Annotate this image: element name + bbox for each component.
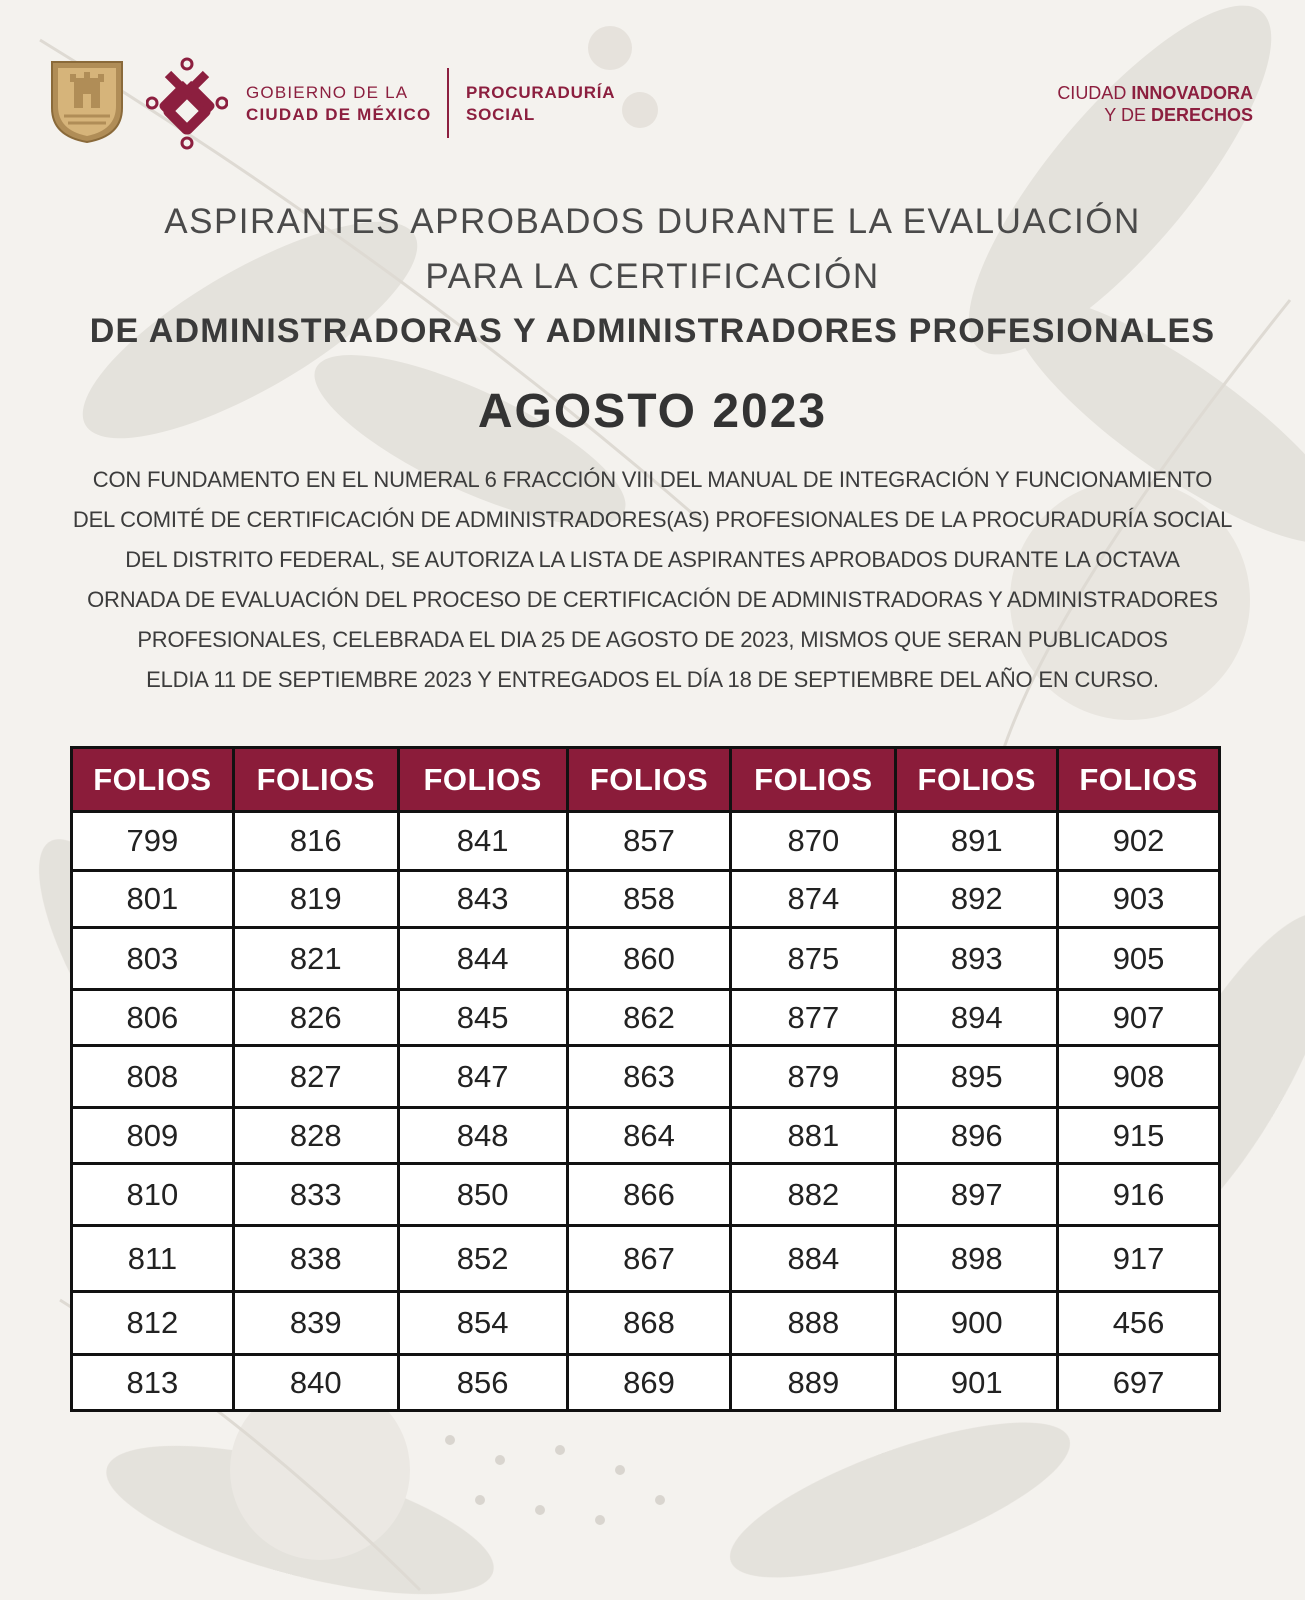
folios-table (70, 746, 1221, 1412)
folio-cell: 812 (72, 1292, 234, 1355)
coat-of-arms-icon (50, 60, 124, 144)
folio-cell: 697 (1058, 1355, 1220, 1411)
procu-line-2: SOCIAL (466, 105, 536, 124)
table-body (72, 812, 1220, 1411)
folio-cell: 898 (896, 1226, 1058, 1292)
folio-cell: 917 (1058, 1226, 1220, 1292)
folio-cell: 833 (233, 1164, 398, 1226)
table-row (72, 1046, 1220, 1108)
folio-cell: 848 (398, 1108, 567, 1164)
folio-cell: 868 (567, 1292, 731, 1355)
folio-cell: 838 (233, 1226, 398, 1292)
slogan-part-1a: CIUDAD (1057, 83, 1132, 103)
slogan-part-1b: INNOVADORA (1131, 83, 1253, 103)
folio-cell: 850 (398, 1164, 567, 1226)
folio-cell: 895 (896, 1046, 1058, 1108)
folio-cell: 897 (896, 1164, 1058, 1226)
notice-line: CON FUNDAMENTO EN EL NUMERAL 6 FRACCIÓN VIII DEL MANUAL DE INTEGRACIÓN Y FUNCIONAMIENTO (92, 467, 1213, 492)
column-header: FOLIOS (398, 748, 567, 812)
column-header: FOLIOS (72, 748, 234, 812)
folio-cell: 892 (896, 871, 1058, 928)
cdmx-logo-icon (146, 56, 228, 150)
folio-cell: 856 (398, 1355, 567, 1411)
gov-line-1: GOBIERNO DE LA (246, 83, 409, 102)
folio-cell: 810 (72, 1164, 234, 1226)
table-row (72, 990, 1220, 1046)
folio-cell: 896 (896, 1108, 1058, 1164)
folio-cell: 828 (233, 1108, 398, 1164)
folio-cell: 907 (1058, 990, 1220, 1046)
title-line-2: PARA LA CERTIFICACIÓN (425, 257, 880, 296)
slogan-part-2a: Y DE (1104, 105, 1151, 125)
slogan (1057, 82, 1253, 126)
folio-cell: 801 (72, 871, 234, 928)
government-name (246, 82, 431, 126)
folio-cell: 894 (896, 990, 1058, 1046)
column-header: FOLIOS (1058, 748, 1220, 812)
folio-cell: 884 (731, 1226, 896, 1292)
column-header: FOLIOS (731, 748, 896, 812)
folio-cell: 852 (398, 1226, 567, 1292)
column-header: FOLIOS (896, 748, 1058, 812)
gov-line-2: CIUDAD DE MÉXICO (246, 105, 432, 124)
folio-cell: 858 (567, 871, 731, 928)
table-header-row (72, 748, 1220, 812)
table-row (72, 1164, 1220, 1226)
title-line-1: ASPIRANTES APROBADOS DURANTE LA EVALUACIÓN (164, 202, 1141, 241)
date-title: AGOSTO 2023 (477, 385, 828, 438)
folio-cell: 806 (72, 990, 234, 1046)
folio-cell: 854 (398, 1292, 567, 1355)
folio-cell: 905 (1058, 928, 1220, 990)
header-divider (447, 68, 449, 138)
column-header: FOLIOS (567, 748, 731, 812)
folio-cell: 874 (731, 871, 896, 928)
slogan-part-2b: DERECHOS (1150, 105, 1253, 125)
folio-cell: 845 (398, 990, 567, 1046)
folio-cell: 864 (567, 1108, 731, 1164)
folio-cell: 915 (1058, 1108, 1220, 1164)
folio-cell: 875 (731, 928, 896, 990)
folio-cell: 877 (731, 990, 896, 1046)
column-header: FOLIOS (233, 748, 398, 812)
folio-cell: 811 (72, 1226, 234, 1292)
table-row (72, 1108, 1220, 1164)
title-line-3: DE ADMINISTRADORAS Y ADMINISTRADORES PROFESIONALES (89, 312, 1216, 350)
folio-cell: 813 (72, 1355, 234, 1411)
folio-cell: 900 (896, 1292, 1058, 1355)
folio-cell: 826 (233, 990, 398, 1046)
folio-cell: 866 (567, 1164, 731, 1226)
table-row (72, 1226, 1220, 1292)
folio-cell: 901 (896, 1355, 1058, 1411)
notice-line: DEL COMITÉ DE CERTIFICACIÓN DE ADMINISTRADORES(AS) PROFESIONALES DE LA PROCURADURÍA SOCIAL (72, 507, 1233, 532)
folio-cell: 881 (731, 1108, 896, 1164)
notice-line: ORNADA DE EVALUACIÓN DEL PROCESO DE CERTIFICACIÓN DE ADMINISTRADORAS Y ADMINISTRADORES (87, 587, 1218, 612)
folio-cell: 882 (731, 1164, 896, 1226)
table-row (72, 928, 1220, 990)
folio-cell: 803 (72, 928, 234, 990)
folio-cell: 888 (731, 1292, 896, 1355)
folio-cell: 840 (233, 1355, 398, 1411)
folio-cell: 870 (731, 812, 896, 871)
folio-cell: 891 (896, 812, 1058, 871)
folio-cell: 908 (1058, 1046, 1220, 1108)
folio-cell: 821 (233, 928, 398, 990)
folio-cell: 827 (233, 1046, 398, 1108)
folio-cell: 860 (567, 928, 731, 990)
folio-cell: 867 (567, 1226, 731, 1292)
folio-cell: 862 (567, 990, 731, 1046)
notice-line: ELDIA 11 DE SEPTIEMBRE 2023 Y ENTREGADOS EL DÍA 18 DE SEPTIEMBRE DEL AÑO EN CURSO. (146, 667, 1159, 692)
folio-cell: 847 (398, 1046, 567, 1108)
folio-cell: 903 (1058, 871, 1220, 928)
folio-cell: 889 (731, 1355, 896, 1411)
folio-cell: 841 (398, 812, 567, 871)
folio-cell: 863 (567, 1046, 731, 1108)
folio-cell: 843 (398, 871, 567, 928)
folio-cell: 839 (233, 1292, 398, 1355)
folio-cell: 869 (567, 1355, 731, 1411)
procuraduria-name (466, 82, 615, 126)
notice-line: DEL DISTRITO FEDERAL, SE AUTORIZA LA LISTA DE ASPIRANTES APROBADOS DURANTE LA OCTAVA (125, 547, 1180, 572)
folio-cell: 844 (398, 928, 567, 990)
folio-cell: 799 (72, 812, 234, 871)
folios-table-wrapper (70, 746, 1221, 1412)
notice-line: PROFESIONALES, CELEBRADA EL DIA 25 DE AGOSTO DE 2023, MISMOS QUE SERAN PUBLICADOS (137, 627, 1168, 652)
table-row (72, 1355, 1220, 1411)
folio-cell: 808 (72, 1046, 234, 1108)
table-row (72, 812, 1220, 871)
notice-paragraph (40, 460, 1265, 700)
folio-cell: 456 (1058, 1292, 1220, 1355)
folio-cell: 857 (567, 812, 731, 871)
folio-cell: 879 (731, 1046, 896, 1108)
folio-cell: 809 (72, 1108, 234, 1164)
folio-cell: 819 (233, 871, 398, 928)
folio-cell: 816 (233, 812, 398, 871)
folio-cell: 893 (896, 928, 1058, 990)
table-row (72, 871, 1220, 928)
folio-cell: 916 (1058, 1164, 1220, 1226)
table-row (72, 1292, 1220, 1355)
procu-line-1: PROCURADURÍA (466, 83, 616, 102)
folio-cell: 902 (1058, 812, 1220, 871)
